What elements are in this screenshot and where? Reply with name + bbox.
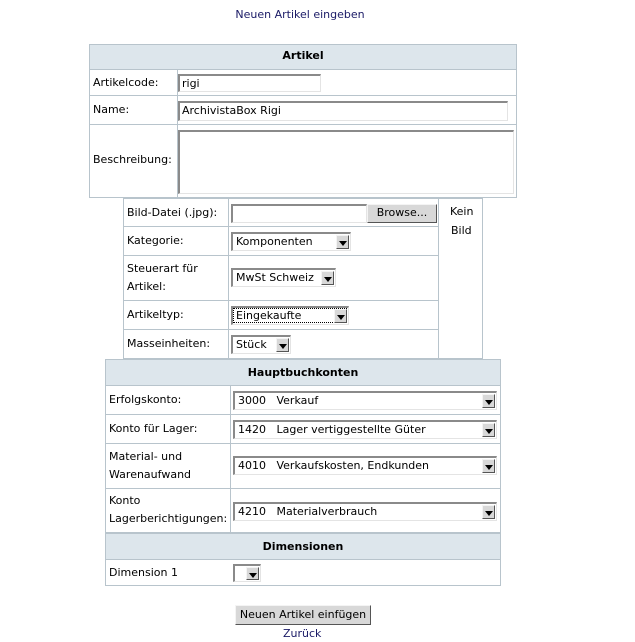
inventory-account-label: Konto für Lager: [109, 422, 198, 435]
dimension-1-select[interactable] [233, 564, 261, 582]
item-type-label: Artikeltyp: [127, 308, 184, 321]
tax-type-select[interactable]: MwSt Schweiz [231, 268, 336, 287]
back-link[interactable]: Zurück [283, 627, 322, 640]
item-type-select[interactable]: Eingekaufte [231, 306, 349, 325]
chevron-down-icon[interactable] [482, 459, 495, 473]
adjustment-account-label-line1: Konto [109, 494, 141, 507]
adjustment-account-label-line2: Lagerberichtigungen: [109, 512, 228, 525]
no-image-text-line1: Kein [450, 205, 474, 218]
item-code-label: Artikelcode: [93, 76, 159, 89]
row-category [124, 227, 439, 256]
accounts-section [105, 359, 501, 533]
row-unit [124, 330, 439, 358]
category-select[interactable]: Komponenten [231, 232, 351, 251]
image-file-input[interactable] [231, 204, 367, 223]
unit-select[interactable]: Stück [231, 335, 291, 354]
artikel-section [89, 44, 517, 198]
row-adjustment-account [106, 489, 500, 534]
tax-type-label-line2: Artikel: [127, 280, 166, 293]
details-section [123, 198, 483, 359]
inventory-account-select[interactable]: 1420 Lager vertiggestellte Güter [233, 420, 497, 439]
row-sales-account [106, 386, 500, 415]
sales-account-label: Erfolgskonto: [109, 393, 182, 406]
row-item-description [90, 125, 516, 198]
chevron-down-icon[interactable] [321, 271, 334, 285]
row-item-code [90, 70, 516, 96]
cogs-account-label-line2: Warenaufwand [109, 468, 192, 481]
chevron-down-icon[interactable] [334, 309, 347, 323]
chevron-down-icon[interactable] [482, 505, 495, 519]
accounts-header: Hauptbuchkonten [106, 360, 500, 386]
sales-account-select[interactable]: 3000 Verkauf [233, 391, 497, 410]
item-name-input[interactable]: ArchivistaBox Rigi [178, 101, 508, 121]
row-image-file [124, 199, 439, 227]
cogs-account-label-line1: Material- und [109, 450, 183, 463]
item-code-input[interactable]: rigi [178, 74, 321, 92]
insert-item-button[interactable]: Neuen Artikel einfügen [235, 605, 371, 625]
row-cogs-account [106, 444, 500, 489]
adjustment-account-select[interactable]: 4210 Materialverbrauch [233, 502, 497, 521]
cogs-account-select[interactable]: 4010 Verkaufskosten, Endkunden [233, 456, 497, 475]
chevron-down-icon[interactable] [482, 394, 495, 408]
description-label: Beschreibung: [93, 153, 172, 166]
tax-type-label-line1: Steuerart für [127, 262, 198, 275]
row-tax-type [124, 256, 439, 301]
category-label: Kategorie: [127, 234, 184, 247]
chevron-down-icon[interactable] [276, 338, 289, 352]
row-item-type [124, 301, 439, 330]
chevron-down-icon[interactable] [482, 423, 495, 437]
chevron-down-icon[interactable] [336, 235, 349, 249]
browse-button[interactable]: Browse... [367, 204, 437, 223]
dimensions-section [105, 533, 501, 586]
item-name-label: Name: [93, 103, 130, 116]
description-textarea[interactable] [178, 130, 514, 194]
row-item-name [90, 96, 516, 125]
no-image-text-line2: Bild [451, 224, 472, 237]
chevron-down-icon[interactable] [246, 567, 259, 580]
unit-label: Masseinheiten: [127, 337, 211, 350]
image-file-label: Bild-Datei (.jpg): [127, 206, 218, 219]
new-item-link[interactable]: Neuen Artikel eingeben [235, 8, 365, 21]
dimension-1-label: Dimension 1 [109, 566, 178, 579]
artikel-header: Artikel [90, 45, 516, 70]
row-dimension-1 [106, 560, 500, 586]
row-inventory-account [106, 415, 500, 444]
dimensions-header: Dimensionen [106, 534, 500, 560]
